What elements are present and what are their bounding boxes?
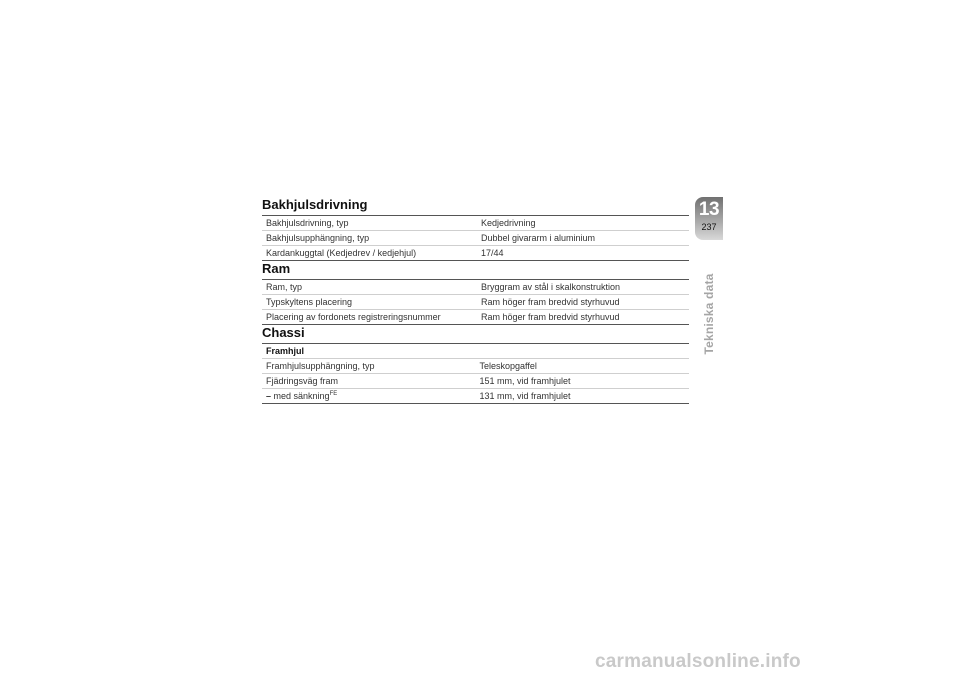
table-row: [262, 231, 689, 246]
section-title-frame: Ram: [262, 261, 291, 276]
spec-value: 151 mm, vid framhjulet: [476, 374, 690, 389]
subheading-front-wheel: Framhjul: [262, 344, 689, 359]
chapter-tab: [695, 197, 723, 240]
section-title-chassis: Chassi: [262, 325, 305, 340]
spec-value: Ram höger fram bredvid styrhuvud: [477, 310, 689, 325]
spec-value: Dubbel givararm i aluminium: [477, 231, 689, 246]
spec-label: Fjädringsväg fram: [262, 374, 476, 389]
footnote-marker: FE: [329, 391, 338, 397]
table-row: [262, 359, 689, 374]
spec-label: Bakhjulsupphängning, typ: [262, 231, 477, 246]
spec-label-text: med sänkning: [273, 391, 330, 401]
sub-item-dash: –: [266, 391, 272, 401]
spec-content: [262, 197, 689, 404]
table-row: [262, 246, 689, 261]
table-subheading-row: [262, 344, 689, 359]
spec-label: Ram, typ: [262, 280, 477, 295]
table-row: [262, 374, 689, 389]
table-row: [262, 280, 689, 295]
spec-value: Bryggram av stål i skalkonstruktion: [477, 280, 689, 295]
chapter-side-label: Tekniska data: [702, 273, 716, 355]
frame-table: [262, 279, 689, 325]
spec-value: 131 mm, vid framhjulet: [476, 389, 690, 404]
spec-value: Kedjedrivning: [477, 216, 689, 231]
spec-label: [262, 389, 476, 404]
spec-label: Typskyltens placering: [262, 295, 477, 310]
spec-value: Ram höger fram bredvid styrhuvud: [477, 295, 689, 310]
spec-value: 17/44: [477, 246, 689, 261]
table-row: [262, 310, 689, 325]
spec-label: Bakhjulsdrivning, typ: [262, 216, 477, 231]
chapter-number: 13: [698, 199, 720, 220]
watermark-text: carmanualsonline.info: [595, 651, 801, 672]
spec-label: Kardankuggtal (Kedjedrev / kedjehjul): [262, 246, 477, 261]
page-number: 237: [701, 222, 717, 232]
section-title-rear-drive: Bakhjulsdrivning: [262, 197, 368, 212]
table-row: [262, 389, 689, 404]
table-row: [262, 295, 689, 310]
chassis-table: [262, 343, 689, 404]
spec-label: Placering av fordonets registreringsnummer: [262, 310, 477, 325]
spec-value: Teleskopgaffel: [476, 359, 690, 374]
spec-label: Framhjulsupphängning, typ: [262, 359, 476, 374]
table-row: [262, 216, 689, 231]
rear-drive-table: [262, 215, 689, 261]
